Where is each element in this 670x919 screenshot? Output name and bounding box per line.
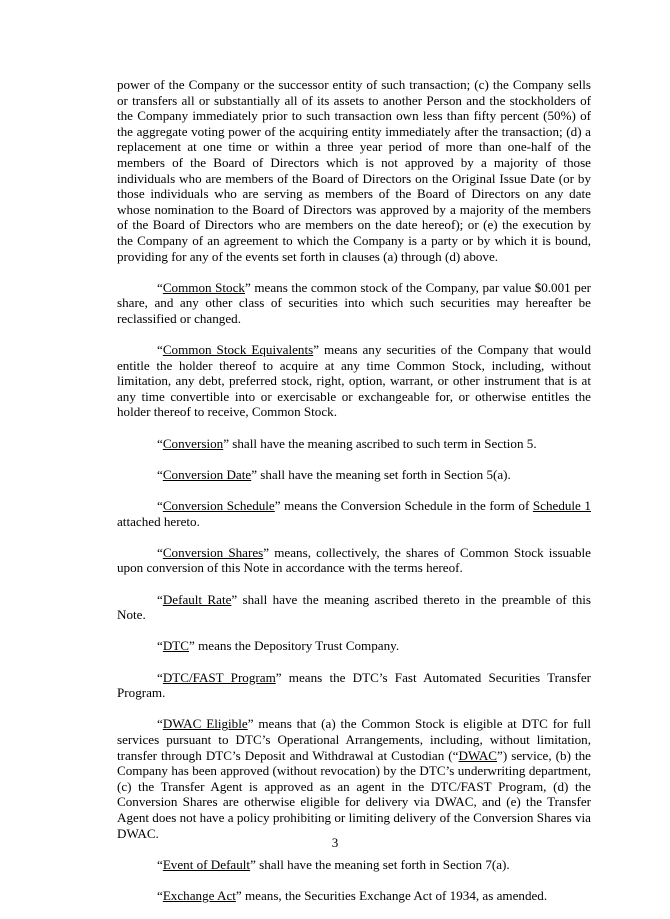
text-run: “ (157, 887, 163, 903)
definition-paragraph (117, 857, 591, 873)
definition-paragraph (117, 436, 591, 452)
text-run: ” shall have the meaning ascribed thereto in the preamble of this Note. (117, 591, 592, 623)
definition-paragraph (117, 670, 591, 701)
defined-term: DWAC (458, 747, 498, 763)
definition-paragraph (117, 638, 591, 654)
definition-paragraph (117, 467, 591, 483)
definition-paragraph (117, 545, 591, 576)
text-run: “ (157, 669, 163, 685)
text-run: “ (157, 544, 163, 560)
text-run: ” shall have the meaning set forth in Section 7(a). (250, 856, 510, 872)
defined-term: Exchange Act (162, 887, 236, 903)
text-run: power of the Company or the successor entity of such transaction; (c) the Company sells or transfers all or substantially all of its assets to another Person and the stockholders of the Company immediately prior to such transaction own less than fifty percent (50%) of the aggregate voting power of the acquiring entity immediately after the transaction; (d) a replacement at one time or within a three year period of more than one-half of the members of the Board of Directors which is not approved by a majority of those individuals who are members of the Board of Directors on the Original Issue Date (or by those individuals who are serving as members of the Board of Directors on any date whose nomination to the Board of Directors was approved by a majority of the members of the Board of Directors who are members on the date hereof); or (e) the execution by the Company of an agreement to which the Company is a party or by which it is bound, providing for any of the events set forth in clauses (a) through (d) above. (117, 77, 591, 264)
text-run: “ (157, 591, 163, 607)
defined-term: Common Stock (162, 279, 245, 295)
text-run: ” means the Depository Trust Company. (189, 638, 400, 654)
definition-paragraph (117, 592, 591, 623)
text-run: ” means that (a) the Common Stock is eligible at DTC for full services pursuant to DTC’s Operational Arrangements, including, without limitation, transfer through DTC’s Deposit and Withdrawal at Custodian (“ (117, 716, 592, 763)
defined-term: Conversion Schedule (162, 498, 275, 514)
definition-paragraph (117, 716, 591, 841)
definition-paragraph (117, 280, 591, 327)
text-run: ” means any securities of the Company that would entitle the holder thereof to acquire at any time Common Stock, including, without limitation, any debt, preferred stock, right, option, warrant, or other instrument that is at any time convertible into or exercisable or exchangeable for, or otherwise entitles the holder thereof to receive, Common Stock. (117, 342, 591, 420)
text-run: ” means, collectively, the shares of Common Stock issuable upon conversion of this Note in accordance with the terms hereof. (117, 544, 591, 576)
page-number: 3 (331, 835, 339, 850)
text-run: attached hereto. (117, 513, 200, 529)
definition-paragraph (117, 342, 591, 420)
text-run: “ (157, 466, 163, 482)
defined-term: DTC (162, 638, 189, 654)
text-run: “ (157, 716, 163, 732)
defined-term: Common Stock Equivalents (162, 342, 314, 358)
text-run: ” means, the Securities Exchange Act of 1934, as amended. (235, 887, 548, 903)
definition-paragraph (117, 888, 591, 904)
definition-paragraph (117, 498, 591, 529)
text-run: ” shall have the meaning ascribed to such term in Section 5. (223, 435, 537, 451)
body-text (117, 77, 591, 919)
defined-term: Schedule 1 (532, 498, 591, 514)
defined-term: Conversion (162, 435, 224, 451)
defined-term: Conversion Date (162, 466, 252, 482)
text-run: “ (157, 435, 163, 451)
continuation-paragraph (117, 77, 591, 264)
defined-term: Event of Default (162, 856, 251, 872)
text-run: ” means the Conversion Schedule in the form of (274, 498, 533, 514)
defined-term: DWAC Eligible (162, 716, 248, 732)
text-run: ” means the common stock of the Company, par value $0.001 per share, and any other class of securities into which such securities may hereafter be reclassified or changed. (117, 279, 591, 326)
text-run: ” shall have the meaning set forth in Section 5(a). (251, 466, 511, 482)
text-run: “ (157, 342, 163, 358)
text-run: “ (157, 638, 163, 654)
defined-term: Default Rate (162, 591, 232, 607)
text-run: ”) service, (b) the Company has been approved (without revocation) by the DTC’s underwriting department, (c) the Transfer Agent is approved as an agent in the DTC/FAST Program, (d) the Conversion Shares are otherwise eligible for delivery via DWAC, and (e) the Transfer Agent does not have a policy prohibiting or limiting delivery of the Conversion Shares via DWAC. (117, 747, 591, 841)
text-run: “ (157, 498, 163, 514)
text-run: “ (157, 279, 163, 295)
defined-term: Conversion Shares (162, 544, 264, 560)
text-run: ” means the DTC’s Fast Automated Securities Transfer Program. (117, 669, 591, 701)
defined-term: DTC/FAST Program (162, 669, 276, 685)
text-run: “ (157, 856, 163, 872)
